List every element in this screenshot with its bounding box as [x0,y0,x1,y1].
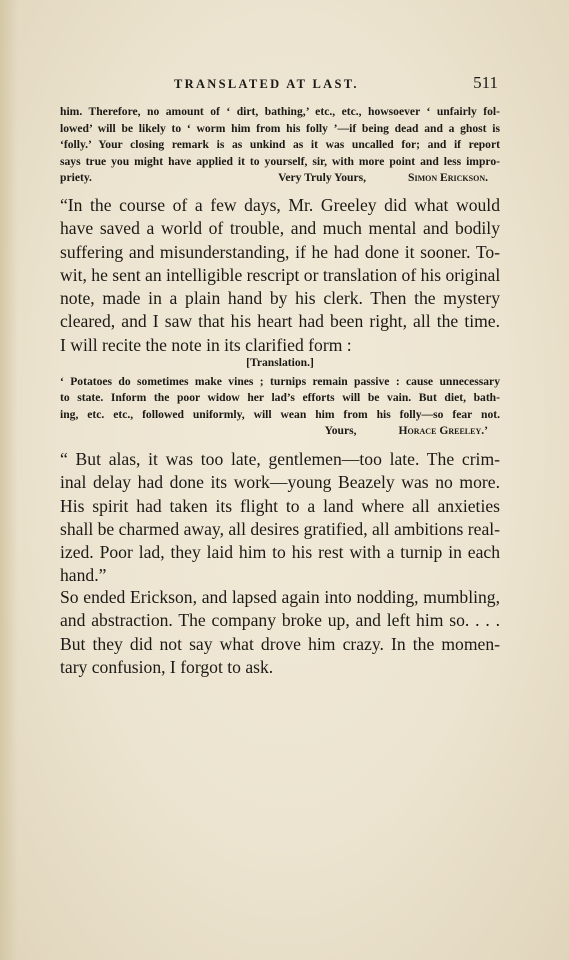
running-head: TRANSLATED AT LAST. [174,77,359,91]
letter-line-end: priety. [60,171,92,185]
letter-line: him. Therefore, no amount of ‘ dirt, bathing,’ etc., etc., howsoever ‘ unfairly fol- [60,105,500,118]
paragraph-too-late [60,448,500,588]
translation-block [60,355,500,440]
translation-line: ‘ Potatoes do sometimes make vines ; turnips remain passive : cause unnecessary [60,374,500,388]
text-line: inal delay had done its work—young Beazely was no more. [60,472,500,493]
text-line: note, made in a plain hand by his clerk. Then the mystery [60,288,500,309]
translation-heading: [Translation.] [246,356,314,369]
page-header [60,73,500,95]
paragraph-greeley-rescript [60,194,500,357]
translation-signature-line [60,423,500,440]
letter-line: lowed’ will be likely to ‘ worm him from his folly ’—if being dead and a ghost is [60,121,500,135]
translation-line: to state. Inform the poor widow her lad’s efforts will be vain. But diet, bath- [60,391,500,405]
letter-excerpt [60,104,500,187]
translation-closing: Yours, [324,424,357,438]
page-gutter-shadow [0,0,18,960]
text-line: So ended Erickson, and lapsed again into nodding, mumbling, [60,587,500,607]
text-line: wit, he sent an intelligible rescript or translation of his original [60,264,501,285]
paragraph-ending [60,586,500,679]
text-line: I will recite the note in its clarified form : [60,334,352,355]
text-line: “In the course of a few days, Mr. Greeley did what would [60,195,500,215]
translation-line: ing, etc. etc., followed uniformly, will wean him from his folly—so fear not. [60,407,500,421]
page-number: 511 [473,73,498,92]
text-line: cleared, and I saw that his heart had been right, all the time. [60,311,500,332]
text-line: hand.” [60,565,107,586]
text-line: have saved a world of trouble, and much mental and bodily [60,218,500,239]
text-line: shall be charmed away, all desires gratified, all ambitions real- [60,518,500,539]
text-line: suffering and misunderstanding, if he had done it sooner. To- [60,241,500,262]
text-line: and abstraction. The company broke up, and left him so. . . . [60,610,500,631]
letter-line: says true you might have applied it to yourself, sir, with more point and less impro- [60,154,500,168]
letter-closing: Very Truly Yours, [278,171,367,185]
letter-line: ‘folly.’ Your closing remark is as unkind as it was uncalled for; and if report [60,138,500,152]
text-line: tary confusion, I forgot to ask. [60,656,274,677]
text-line: His spirit had taken its flight to a land where all anxieties [60,495,500,516]
letter-signature-line [60,170,500,187]
text-line: ized. Poor lad, they laid him to his rest with a turnip in each [60,542,500,563]
text-line: But they did not say what drove him crazy. In the momen- [60,633,500,654]
letter-signature: Simon Erickson. [408,171,488,185]
translation-signature: Horace Greeley.’ [398,424,488,438]
text-line: “ But alas, it was too late, gentlemen—too late. The crim- [60,449,500,469]
